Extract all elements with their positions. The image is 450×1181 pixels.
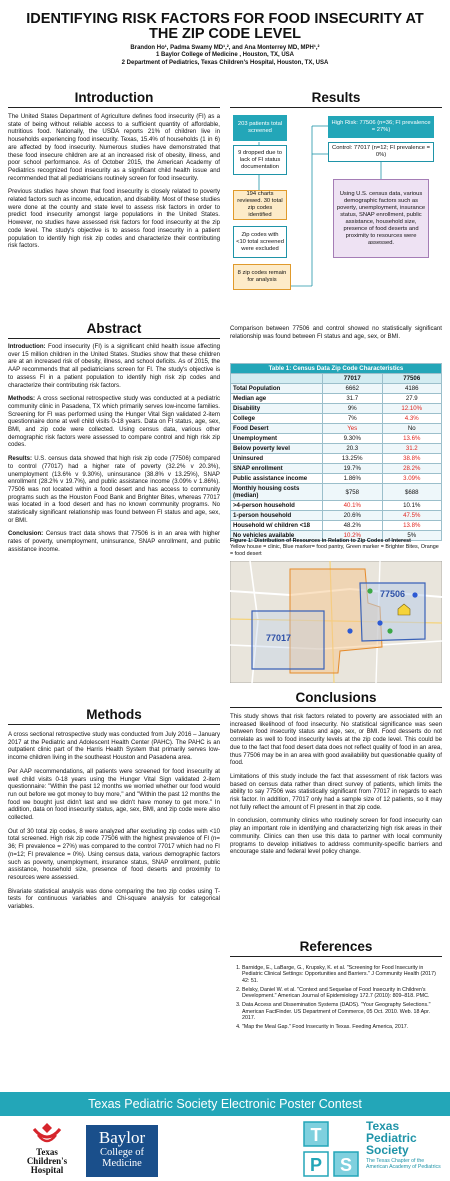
table-cell-77017: 13.25%	[323, 454, 383, 464]
table-cell-metric: Total Population	[231, 384, 323, 394]
table-cell-77017: 6662	[323, 384, 383, 394]
table-cell-77017: 48.2%	[323, 521, 383, 531]
svg-text:S: S	[339, 1155, 353, 1175]
abstract-methods: Methods: A cross sectional retrospective study was conducted at a pediatric community clinic in Pasadena, TX which primarily serves low-income families. Screening for FI was performed using the Hunger Vital Sign validated 2-item questionnaire done at well child visits 0-18 years. Data on FI status, age, sex, BMI, and zip code were collected. Using census data, various other demographic risk factors were assessed to compare control and high risk zip codes.	[8, 395, 220, 449]
abstract-conclusion: Conclusion: Census tract data shows that 77506 is in an area with higher rates of poverty, unemployment, uninsurance, SNAP enrollment, and public assistance income.	[8, 530, 220, 553]
table-cell-77017: 1.86%	[323, 474, 383, 484]
table-cell-77017: $758	[323, 484, 383, 501]
abstract-results: Results: U.S. census data showed that high risk zip code (77506) compared to control (77017) had a higher rate of poverty (32.2% v 20.3%), unemployment (13.6% v 9.30%), uninsurance (38.8% v 13.25%), SNAP enrollment (28.2% v 19.7%), and public assistance income (3.09% v 1.86%). 77506 was not located within a food desert and has access to community programs such as the Houston Food Bank and Brighter Bites, whereas 77017 was located in a food desert and has no known community programs. No statistically significant relationship was found between FI status and age, sex, or BMI.	[8, 455, 220, 524]
flow-box-charts-reviewed: 194 charts reviewed. 30 total zip codes identified	[233, 190, 287, 220]
table-caption: Table 1: Census Data Zip Code Characteristics	[231, 364, 442, 374]
table-cell-77506: 12.10%	[382, 404, 442, 414]
food-pantry-marker-icon	[347, 628, 352, 633]
flow-box-remaining: 8 zip codes remain for analysis	[233, 264, 291, 290]
tch-line-2: Children's	[26, 1156, 68, 1166]
references-heading: References	[230, 937, 442, 957]
table-cell-77017: 31.7	[323, 394, 383, 404]
table-cell-77017: 40.1%	[323, 501, 383, 511]
tps-line-2: Pediatric	[366, 1131, 417, 1145]
table-cell-metric: No vehicles available	[231, 531, 323, 541]
table-cell-77017: Yes	[323, 424, 383, 434]
tps-tagline-1: The Texas Chapter of the	[366, 1158, 425, 1164]
table-cell-77017: 9.30%	[323, 434, 383, 444]
flow-box-screened: 203 patients total screened	[233, 115, 287, 141]
baylor-logo	[86, 1125, 158, 1177]
table-row	[231, 434, 442, 444]
tps-blocks-icon	[300, 1118, 362, 1178]
table-row	[231, 501, 442, 511]
affiliation-2: 2 Department of Pediatrics, Texas Children's Hospital, Houston, TX, USA	[121, 60, 329, 66]
table-cell-metric: Disability	[231, 404, 323, 414]
abstract-intro: Introduction: Food insecurity (FI) is a significant child health issue affecting over 15 million children in the United States. Studies show that these children are at an increased risk of obesity, illness, and school deficits. As of 2015, the AAP recommends that all pediatricians screen for FI. The study's objective is to assess FI in a patient population to identify high risk zip codes and characterize their contributing risk factors.	[8, 343, 220, 389]
table-cell-metric: College	[231, 414, 323, 424]
table-cell-metric: >4-person household	[231, 501, 323, 511]
intro-paragraph: The United States Department of Agriculture defines food insecurity (FI) as a state of being without reliable access to a sufficient quantity of affordable, nutritious food. Nationally, the USDA reports 21% of children live in households experiencing food insecurity. Texas, 15.4% of households (1 in 6) are affected by food insecurity. Numerous studies have demonstrated that these food insecure children are at an increased risk of obesity, illness, and poor school performance. As of October 2015, the American Academy of Pediatrics recognized food insecurity as a significant child health issue and recommended that all pediatricians routinely screen for food insecurity.	[8, 113, 220, 182]
svg-text:P: P	[309, 1155, 323, 1175]
reference-list	[230, 965, 442, 1034]
table-row	[231, 454, 442, 464]
table-row	[231, 521, 442, 531]
author-line: Brandon Ho¹, Padma Swamy MD¹,², and Ana Monterrey MD, MPH¹,²	[130, 45, 320, 51]
methods-body	[8, 731, 220, 917]
food-pantry-marker-icon	[377, 620, 382, 625]
flow-box-high-risk: High Risk: 77506 (n=36; FI prevalence = 27%)	[328, 116, 434, 138]
table-cell-metric: Food Desert	[231, 424, 323, 434]
flow-box-control: Control: 77017 (n=12; FI prevalence = 0%)	[328, 142, 434, 162]
conclusion-paragraph: In conclusion, community clinics who routinely screen for food insecurity can play an important role in identifying and characterizing high risk areas in their community. Clinics can then use this data to partner with local community programs to develop initiatives to address community-specific barriers and encourage state and federal level policy change.	[230, 817, 442, 856]
tps-tagline-2: American Academy of Pediatrics	[366, 1164, 441, 1170]
tch-line-1: Texas	[36, 1147, 58, 1157]
table-row	[231, 474, 442, 484]
table-row	[231, 424, 442, 434]
contest-banner: Texas Pediatric Society Electronic Poster Contest	[0, 1092, 450, 1116]
intro-paragraph: Previous studies have shown that food insecurity is closely related to poverty related factors such as income, education, and disability. Most of these studies were done at the county and state level to assess risk factors in order to predict food insecurity amongst large populations in the United States. However, no studies have assessed risk factors for food insecurity at the zip code level. The study's objective is to assess food insecurity in a patient population to identify high risk zip codes and characterize their contributing risk factors.	[8, 188, 220, 250]
table-row	[231, 404, 442, 414]
reference-item: 2. Belsky, Daniel W. et al. "Context and Sequelae of Food Insecurity in Children's Development." American Journal of Epidemiology 172.7 (2010): 809–818. PMC.	[242, 987, 442, 1000]
brighter-bites-marker-icon	[367, 588, 372, 593]
table-row	[231, 484, 442, 501]
figure-caption: Figure 1: Distribution of Resources in Relation to Zip Codes of Interest Yellow house = clinic, Blue marker= food pantry, Green marker = Brighter Bites, Orange = food desert	[230, 538, 439, 557]
table-row	[231, 464, 442, 474]
texas-childrens-logo	[14, 1121, 80, 1177]
methods-paragraph: Per AAP recommendations, all patients were screened for food insecurity at well child visits 0-18 years using the Hunger Vital Sign validated 2-item questionnaire: "Within the past 12 months we worried whether our food would run out before we got money to buy more," and "Within the past 12 months the food we bought just didn't last and we didn't have money to get more." In addition, data on food insecurity status, age, sex, BMI, and zip code were also collected.	[8, 767, 220, 822]
table-cell-metric: Below poverty level	[231, 444, 323, 454]
table-cell-metric: 1-person household	[231, 511, 323, 521]
table-header-77017: 77017	[323, 374, 383, 384]
tps-line-3: Society	[366, 1143, 409, 1157]
table-cell-77506: 3.09%	[382, 474, 442, 484]
abstract-body	[8, 343, 220, 560]
methods-paragraph: Bivariate statistical analysis was done comparing the two zip codes using T-tests for continuous variables and Chi-square analysis for categorical variables.	[8, 887, 220, 911]
reference-item: 3. Data Access and Dissemination Systems (DADS). "Your Geography Selections." American FactFinder. US Department of Commerce, 05 Oct. 2010. Web. 18 Apr. 2017.	[242, 1002, 442, 1021]
table-cell-metric: SNAP enrollment	[231, 464, 323, 474]
conclusions-heading: Conclusions	[230, 688, 442, 708]
table-cell-metric: Public assistance income	[231, 474, 323, 484]
conclusions-body	[230, 713, 442, 862]
abstract-heading: Abstract	[8, 319, 220, 339]
tch-line-3: Hospital	[30, 1165, 64, 1175]
table-cell-77017: 20.3	[323, 444, 383, 454]
table-cell-77506: 5%	[382, 531, 442, 541]
table-cell-77506: 31.2	[382, 444, 442, 454]
results-heading: Results	[230, 88, 442, 108]
conclusion-paragraph: This study shows that risk factors related to poverty are associated with an increased likelihood of food insecurity. No statistical significance was seen between food insecurity status and age, sex, or BMI. Food desserts do not correlate as well to food insecurity levels at the zip code level. This could be due to the fact that food desert data does not reflect quality of food in an area, thus 77506 may be in an area with good availability but questionable quality of food.	[230, 713, 442, 767]
map-label-77506: 77506	[380, 589, 406, 599]
svg-text:T: T	[310, 1125, 322, 1145]
results-text: Comparison between 77506 and control showed no statistically significant relationship was found between FI status and age, sex, or BMI.	[230, 325, 442, 340]
table-row	[231, 414, 442, 424]
poster-title: IDENTIFYING RISK FACTORS FOR FOOD INSECURITY AT THE ZIP CODE LEVEL	[26, 11, 424, 42]
table-cell-77506: 28.2%	[382, 464, 442, 474]
table-cell-77506: 27.9	[382, 394, 442, 404]
affiliation-1: 1 Baylor College of Medicine , Houston, TX, USA	[155, 52, 295, 58]
tps-line-1: Texas	[366, 1119, 400, 1133]
table-cell-77017: 19.7%	[323, 464, 383, 474]
methods-paragraph: A cross sectional retrospective study was conducted from July 2016 – January 2017 at the Pediatric and Adolescent Health Center (PAHC). The PAHC is an outpatient clinic part of the Harris Health System that primarily serves low-income children living in the southeast Houston and Pasadena area.	[8, 731, 220, 762]
table-cell-77506: 13.8%	[382, 521, 442, 531]
table-cell-metric: Uninsured	[231, 454, 323, 464]
table-cell-77017: 7%	[323, 414, 383, 424]
flow-box-dropped: 9 dropped due to lack of FI status documentation	[233, 145, 287, 175]
table-row	[231, 444, 442, 454]
flow-box-census-factors: Using U.S. census data, various demographic factors such as poverty, unemployment, insurance status, SNAP enrollment, public assistance, household size, presence of food deserts and proximity to resources were assessed.	[333, 179, 429, 258]
table-row	[231, 511, 442, 521]
table-cell-77506: $688	[382, 484, 442, 501]
table-header-77506: 77506	[382, 374, 442, 384]
reference-item: 4. "Map the Meal Gap." Food Insecurity in Texas. Feeding America, 2017.	[242, 1024, 442, 1030]
table-cell-metric: Monthly housing costs (median)	[231, 484, 323, 501]
table-row	[231, 394, 442, 404]
conclusion-paragraph: Limitations of this study include the fact that assessment of risk factors was based on census data rather than direct survey of patients, which limits the ability to say 77506 was statistically significant from 77017 in regards to each risk factor. In addition, 77017 only had a sample size of 12 patients, so it may not fully reflect the amount of FI present in that zip code.	[230, 772, 442, 811]
tch-mark-icon	[30, 1121, 64, 1143]
baylor-line-3: Medicine	[102, 1158, 142, 1169]
table-cell-metric: Median age	[231, 394, 323, 404]
table-cell-77506: No	[382, 424, 442, 434]
table-row	[231, 384, 442, 394]
table-cell-metric: Household w/ children <18	[231, 521, 323, 531]
table-cell-77506: 4.3%	[382, 414, 442, 424]
table-cell-77506: 47.5%	[382, 511, 442, 521]
methods-paragraph: Out of 30 total zip codes, 8 were analyzed after excluding zip codes with <10 total screened. High risk zip code 77506 with the highest prevalence of FI (n= 36; FI prevalence = 27%) was compared to the control 77017 which had no FI (n=12; FI prevalence = 0%). Using census data, various demographic factors such as poverty, unemployment, insurance status, SNAP enrollment, public assistance, household size, presence of food deserts and proximity to resources were assessed.	[8, 827, 220, 881]
poster-header	[0, 0, 450, 80]
table-header-blank	[231, 374, 323, 384]
table-cell-metric: Unemployment	[231, 434, 323, 444]
methods-heading: Methods	[8, 705, 220, 725]
introduction-heading: Introduction	[8, 88, 220, 108]
table-cell-77017: 10.2%	[323, 531, 383, 541]
table-cell-77506: 13.6%	[382, 434, 442, 444]
resource-map	[230, 561, 442, 683]
introduction-body	[8, 113, 220, 256]
texas-pediatric-society-logo	[300, 1118, 446, 1178]
table-cell-77506: 38.8%	[382, 454, 442, 464]
flow-box-excluded: Zip codes with <10 total screened were excluded	[233, 226, 287, 258]
table-cell-77017: 20.6%	[323, 511, 383, 521]
baylor-line-1: Baylor	[98, 1128, 146, 1147]
table-cell-77017: 9%	[323, 404, 383, 414]
reference-item: 1. Barnidge, E., LaBarge, G., Krupsky, K. et al. "Screening for Food Insecurity in Pediatric Clinical Settings: Opportunities and Barriers." J Community Health (2017) 42: 51.	[242, 965, 442, 984]
table-cell-77506: 10.1%	[382, 501, 442, 511]
map-label-77017: 77017	[266, 633, 292, 643]
food-pantry-marker-icon	[412, 592, 417, 597]
census-table	[230, 363, 442, 541]
baylor-line-2: College of	[99, 1147, 145, 1158]
table-cell-77506: 4186	[382, 384, 442, 394]
brighter-bites-marker-icon	[387, 628, 392, 633]
